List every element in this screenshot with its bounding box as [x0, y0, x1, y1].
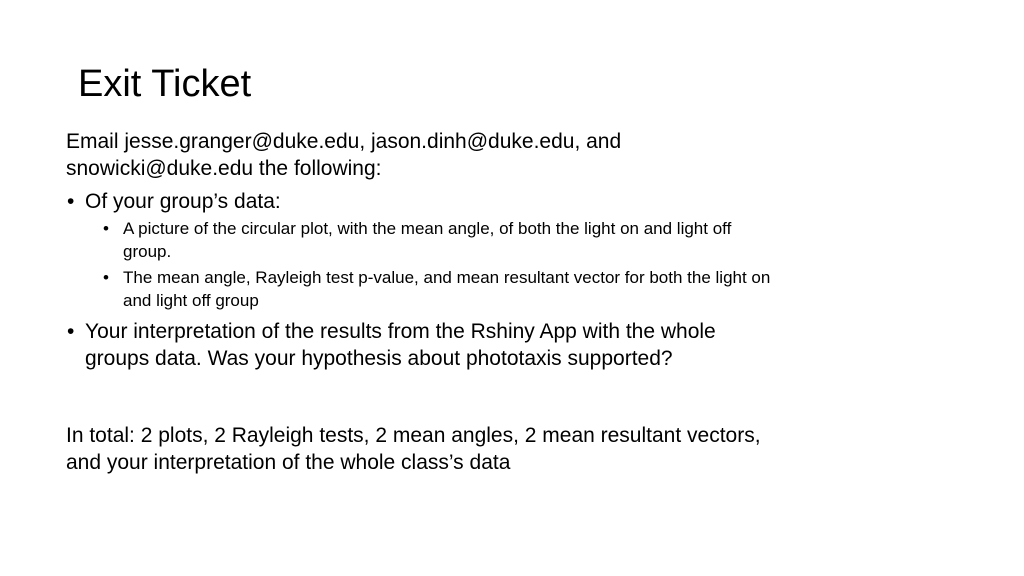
summary-paragraph [66, 422, 966, 476]
bullet-icon: • [103, 268, 109, 287]
summary-line-2: and your interpretation of the whole class’s data [66, 451, 511, 474]
bullet-icon: • [103, 219, 109, 238]
bullet-line-1: Your interpretation of the results from the Rshiny App with the whole [85, 320, 716, 343]
bullet-group-data [66, 188, 966, 215]
intro-line-1: Email jesse.granger@duke.edu, jason.dinh@duke.edu, and [66, 130, 622, 153]
sub-bullet-line-1: The mean angle, Rayleigh test p-value, and mean resultant vector for both the light on [123, 268, 771, 287]
intro-line-2: snowicki@duke.edu the following: [66, 157, 382, 180]
sub-bullet-rayleigh [66, 266, 966, 312]
sub-bullet-line-2: and light off group [123, 291, 259, 310]
slide-title: Exit Ticket [78, 63, 252, 105]
bullet-interpretation [66, 318, 966, 372]
bullet-icon: • [67, 320, 75, 343]
bullet-line-2: groups data. Was your hypothesis about phototaxis supported? [85, 347, 673, 370]
sub-bullet-line-1: A picture of the circular plot, with the mean angle, of both the light on and light off [123, 219, 732, 238]
sub-bullet-line-2: group. [123, 242, 172, 261]
summary-line-1: In total: 2 plots, 2 Rayleigh tests, 2 mean angles, 2 mean resultant vectors, [66, 424, 761, 447]
intro-paragraph [66, 128, 966, 182]
bullet-icon: • [67, 190, 75, 213]
slide-body [66, 128, 966, 476]
sub-bullet-circular-plot [66, 217, 966, 263]
bullet-text: Of your group’s data: [85, 190, 281, 213]
